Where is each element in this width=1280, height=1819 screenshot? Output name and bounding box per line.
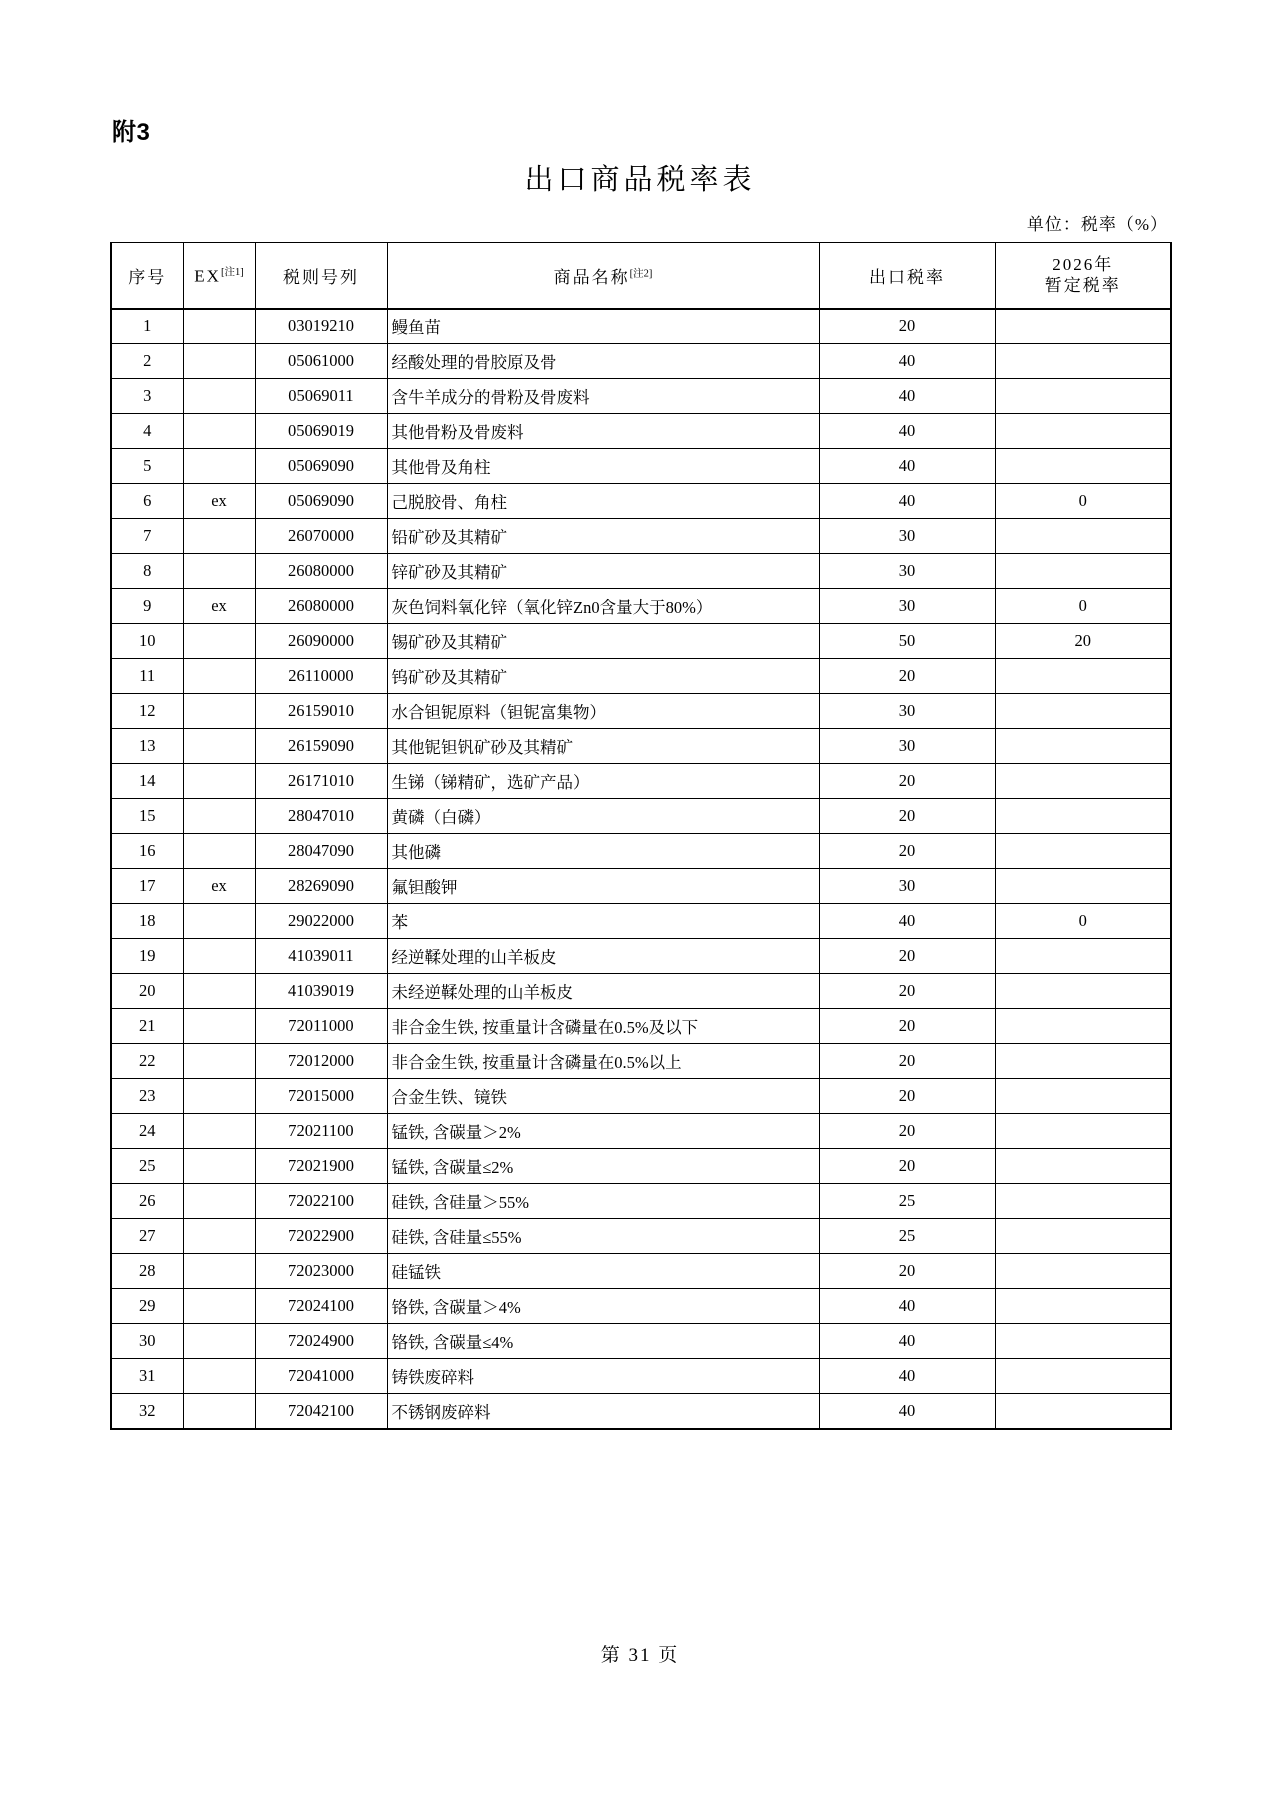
table-row (111, 764, 1171, 799)
cell-code: 41039019 (255, 974, 387, 1009)
cell-seq: 10 (111, 624, 183, 659)
cell-rate: 40 (819, 484, 995, 519)
cell-code: 28047090 (255, 834, 387, 869)
cell-ex (183, 1394, 255, 1429)
cell-provisional (995, 1359, 1171, 1394)
cell-code: 72011000 (255, 1009, 387, 1044)
cell-provisional (995, 309, 1171, 344)
column-header-seq-label: 序号 (128, 267, 167, 287)
column-header-rate-label: 出口税率 (869, 267, 945, 287)
cell-ex (183, 1114, 255, 1149)
cell-rate: 20 (819, 974, 995, 1009)
cell-name: 未经逆鞣处理的山羊板皮 (387, 974, 819, 1009)
cell-code: 72023000 (255, 1254, 387, 1289)
table-row (111, 939, 1171, 974)
cell-rate: 20 (819, 1044, 995, 1079)
cell-name: 其他铌钽钒矿砂及其精矿 (387, 729, 819, 764)
cell-provisional: 0 (995, 904, 1171, 939)
cell-seq: 32 (111, 1394, 183, 1429)
cell-seq: 12 (111, 694, 183, 729)
cell-provisional (995, 1394, 1171, 1429)
cell-code: 03019210 (255, 309, 387, 344)
cell-rate: 40 (819, 1289, 995, 1324)
cell-name: 不锈钢废碎料 (387, 1394, 819, 1429)
cell-ex (183, 799, 255, 834)
table-row (111, 624, 1171, 659)
cell-seq: 23 (111, 1079, 183, 1114)
cell-ex (183, 1009, 255, 1044)
cell-code: 26080000 (255, 554, 387, 589)
cell-name: 其他骨及角柱 (387, 449, 819, 484)
cell-code: 72022900 (255, 1219, 387, 1254)
cell-seq: 16 (111, 834, 183, 869)
table-row (111, 379, 1171, 414)
column-header-code-label: 税则号列 (283, 267, 359, 287)
cell-provisional (995, 1009, 1171, 1044)
cell-name: 水合钽铌原料（钽铌富集物） (387, 694, 819, 729)
cell-ex (183, 694, 255, 729)
tariff-table (110, 242, 1172, 1430)
cell-name: 锡矿砂及其精矿 (387, 624, 819, 659)
cell-name: 苯 (387, 904, 819, 939)
cell-seq: 29 (111, 1289, 183, 1324)
table-row (111, 904, 1171, 939)
attachment-label: 附3 (112, 119, 151, 146)
cell-seq: 17 (111, 869, 183, 904)
cell-code: 72012000 (255, 1044, 387, 1079)
cell-name: 铅矿砂及其精矿 (387, 519, 819, 554)
cell-provisional (995, 449, 1171, 484)
cell-name: 非合金生铁, 按重量计含磷量在0.5%以上 (387, 1044, 819, 1079)
cell-ex (183, 764, 255, 799)
cell-provisional (995, 1184, 1171, 1219)
cell-rate: 40 (819, 449, 995, 484)
column-header-rate (819, 243, 995, 309)
column-header-seq (111, 243, 183, 309)
cell-ex (183, 1184, 255, 1219)
cell-seq: 7 (111, 519, 183, 554)
cell-rate: 20 (819, 659, 995, 694)
cell-ex (183, 379, 255, 414)
cell-name: 硅锰铁 (387, 1254, 819, 1289)
cell-seq: 28 (111, 1254, 183, 1289)
table-row (111, 1254, 1171, 1289)
cell-code: 72024100 (255, 1289, 387, 1324)
cell-ex (183, 1219, 255, 1254)
cell-seq: 11 (111, 659, 183, 694)
cell-provisional (995, 1044, 1171, 1079)
cell-seq: 20 (111, 974, 183, 1009)
cell-provisional (995, 1079, 1171, 1114)
cell-rate: 20 (819, 799, 995, 834)
cell-code: 05069090 (255, 449, 387, 484)
cell-seq: 13 (111, 729, 183, 764)
cell-provisional (995, 379, 1171, 414)
cell-seq: 8 (111, 554, 183, 589)
cell-seq: 4 (111, 414, 183, 449)
cell-ex (183, 309, 255, 344)
cell-provisional (995, 694, 1171, 729)
cell-ex (183, 729, 255, 764)
cell-provisional: 0 (995, 589, 1171, 624)
cell-rate: 30 (819, 554, 995, 589)
cell-code: 26070000 (255, 519, 387, 554)
column-header-ex-label: EX (194, 266, 221, 286)
cell-seq: 3 (111, 379, 183, 414)
cell-provisional (995, 974, 1171, 1009)
cell-ex (183, 939, 255, 974)
cell-ex (183, 659, 255, 694)
cell-code: 28047010 (255, 799, 387, 834)
cell-seq: 15 (111, 799, 183, 834)
cell-rate: 25 (819, 1184, 995, 1219)
table-row (111, 834, 1171, 869)
table-row (111, 1394, 1171, 1429)
cell-rate: 20 (819, 939, 995, 974)
cell-seq: 14 (111, 764, 183, 799)
cell-code: 05069090 (255, 484, 387, 519)
cell-name: 铬铁, 含碳量＞4% (387, 1289, 819, 1324)
table-row (111, 414, 1171, 449)
cell-rate: 30 (819, 589, 995, 624)
cell-name: 氟钽酸钾 (387, 869, 819, 904)
cell-provisional: 0 (995, 484, 1171, 519)
cell-code: 72022100 (255, 1184, 387, 1219)
cell-code: 72015000 (255, 1079, 387, 1114)
table-row (111, 1324, 1171, 1359)
cell-seq: 22 (111, 1044, 183, 1079)
footnote-marker-1: [注1] (220, 266, 244, 278)
cell-seq: 30 (111, 1324, 183, 1359)
cell-ex (183, 624, 255, 659)
table-row (111, 589, 1171, 624)
cell-rate: 30 (819, 694, 995, 729)
cell-seq: 6 (111, 484, 183, 519)
cell-rate: 20 (819, 1079, 995, 1114)
column-header-name (387, 243, 819, 309)
cell-name: 经逆鞣处理的山羊板皮 (387, 939, 819, 974)
cell-provisional (995, 1324, 1171, 1359)
table-row (111, 659, 1171, 694)
cell-code: 28269090 (255, 869, 387, 904)
cell-code: 72021100 (255, 1114, 387, 1149)
cell-name: 钨矿砂及其精矿 (387, 659, 819, 694)
cell-name: 锰铁, 含碳量＞2% (387, 1114, 819, 1149)
cell-name: 锌矿砂及其精矿 (387, 554, 819, 589)
cell-seq: 18 (111, 904, 183, 939)
cell-seq: 5 (111, 449, 183, 484)
cell-code: 05069019 (255, 414, 387, 449)
table-row (111, 1044, 1171, 1079)
table-header-row (111, 243, 1171, 309)
cell-code: 72042100 (255, 1394, 387, 1429)
cell-provisional (995, 554, 1171, 589)
cell-provisional (995, 834, 1171, 869)
cell-rate: 20 (819, 309, 995, 344)
cell-code: 26110000 (255, 659, 387, 694)
cell-rate: 30 (819, 729, 995, 764)
cell-code: 26159010 (255, 694, 387, 729)
table-header (111, 243, 1171, 309)
cell-seq: 9 (111, 589, 183, 624)
cell-seq: 25 (111, 1149, 183, 1184)
table-row (111, 449, 1171, 484)
cell-provisional (995, 1149, 1171, 1184)
cell-ex (183, 974, 255, 1009)
cell-rate: 25 (819, 1219, 995, 1254)
cell-code: 72024900 (255, 1324, 387, 1359)
cell-provisional (995, 344, 1171, 379)
cell-rate: 40 (819, 1394, 995, 1429)
table-row (111, 974, 1171, 1009)
cell-ex (183, 1079, 255, 1114)
cell-code: 26171010 (255, 764, 387, 799)
cell-name: 硅铁, 含硅量＞55% (387, 1184, 819, 1219)
cell-name: 黄磷（白磷） (387, 799, 819, 834)
cell-provisional (995, 1114, 1171, 1149)
cell-code: 72041000 (255, 1359, 387, 1394)
cell-rate: 20 (819, 764, 995, 799)
column-header-provisional-label: 暂定税率 (1044, 276, 1121, 296)
table-row (111, 484, 1171, 519)
cell-ex (183, 344, 255, 379)
cell-code: 41039011 (255, 939, 387, 974)
tariff-table-container (110, 242, 1170, 1430)
cell-ex (183, 834, 255, 869)
table-row (111, 1114, 1171, 1149)
table-row (111, 1079, 1171, 1114)
table-row (111, 1219, 1171, 1254)
table-row (111, 344, 1171, 379)
cell-rate: 20 (819, 1254, 995, 1289)
cell-rate: 20 (819, 1149, 995, 1184)
cell-provisional (995, 939, 1171, 974)
page-footer: 第 31 页 (600, 1645, 680, 1666)
table-row (111, 694, 1171, 729)
cell-rate: 40 (819, 344, 995, 379)
cell-provisional (995, 869, 1171, 904)
cell-rate: 30 (819, 869, 995, 904)
cell-name: 生锑（锑精矿，选矿产品） (387, 764, 819, 799)
cell-rate: 50 (819, 624, 995, 659)
cell-seq: 26 (111, 1184, 183, 1219)
cell-provisional (995, 729, 1171, 764)
cell-rate: 20 (819, 1114, 995, 1149)
column-header-ex (183, 243, 255, 309)
cell-rate: 40 (819, 904, 995, 939)
cell-provisional (995, 519, 1171, 554)
cell-rate: 40 (819, 414, 995, 449)
table-row (111, 519, 1171, 554)
footnote-marker-2: [注2] (629, 268, 653, 280)
cell-ex (183, 1254, 255, 1289)
cell-seq: 1 (111, 309, 183, 344)
table-row (111, 869, 1171, 904)
cell-ex: ex (183, 869, 255, 904)
page-title: 出口商品税率表 (524, 164, 756, 196)
cell-name: 其他骨粉及骨废料 (387, 414, 819, 449)
cell-name: 合金生铁、镜铁 (387, 1079, 819, 1114)
cell-rate: 40 (819, 1324, 995, 1359)
cell-ex: ex (183, 589, 255, 624)
cell-seq: 19 (111, 939, 183, 974)
cell-ex (183, 449, 255, 484)
unit-note: 单位：税率（%） (1026, 215, 1168, 234)
cell-code: 29022000 (255, 904, 387, 939)
cell-provisional (995, 799, 1171, 834)
cell-ex (183, 554, 255, 589)
cell-code: 26159090 (255, 729, 387, 764)
cell-code: 26090000 (255, 624, 387, 659)
cell-seq: 24 (111, 1114, 183, 1149)
cell-ex (183, 1044, 255, 1079)
cell-provisional (995, 764, 1171, 799)
table-row (111, 1184, 1171, 1219)
cell-seq: 27 (111, 1219, 183, 1254)
cell-code: 72021900 (255, 1149, 387, 1184)
cell-ex (183, 1289, 255, 1324)
cell-provisional (995, 414, 1171, 449)
table-row (111, 1149, 1171, 1184)
cell-rate: 40 (819, 379, 995, 414)
table-row (111, 309, 1171, 344)
cell-seq: 21 (111, 1009, 183, 1044)
cell-name: 含牛羊成分的骨粉及骨废料 (387, 379, 819, 414)
cell-name: 铬铁, 含碳量≤4% (387, 1324, 819, 1359)
table-row (111, 1359, 1171, 1394)
column-header-provisional-year: 2026年 (1052, 255, 1114, 274)
cell-name: 其他磷 (387, 834, 819, 869)
table-row (111, 799, 1171, 834)
cell-code: 05061000 (255, 344, 387, 379)
cell-rate: 30 (819, 519, 995, 554)
cell-rate: 20 (819, 834, 995, 869)
cell-name: 硅铁, 含硅量≤55% (387, 1219, 819, 1254)
table-row (111, 1009, 1171, 1044)
cell-name: 铸铁废碎料 (387, 1359, 819, 1394)
table-row (111, 554, 1171, 589)
cell-rate: 20 (819, 1009, 995, 1044)
cell-name: 非合金生铁, 按重量计含磷量在0.5%及以下 (387, 1009, 819, 1044)
column-header-provisional (995, 243, 1171, 309)
cell-provisional: 20 (995, 624, 1171, 659)
table-row (111, 729, 1171, 764)
cell-code: 26080000 (255, 589, 387, 624)
cell-ex: ex (183, 484, 255, 519)
cell-name: 锰铁, 含碳量≤2% (387, 1149, 819, 1184)
cell-name: 己脱胶骨、角柱 (387, 484, 819, 519)
cell-name: 鳗鱼苗 (387, 309, 819, 344)
cell-ex (183, 1324, 255, 1359)
cell-ex (183, 414, 255, 449)
cell-provisional (995, 1289, 1171, 1324)
cell-name: 灰色饲料氧化锌（氧化锌Zn0含量大于80%） (387, 589, 819, 624)
cell-provisional (995, 1219, 1171, 1254)
column-header-name-label: 商品名称 (553, 267, 630, 287)
column-header-code (255, 243, 387, 309)
cell-name: 经酸处理的骨胶原及骨 (387, 344, 819, 379)
cell-ex (183, 904, 255, 939)
cell-ex (183, 1149, 255, 1184)
cell-ex (183, 519, 255, 554)
cell-provisional (995, 659, 1171, 694)
cell-seq: 2 (111, 344, 183, 379)
table-body (111, 309, 1171, 1429)
cell-rate: 40 (819, 1359, 995, 1394)
table-row (111, 1289, 1171, 1324)
cell-ex (183, 1359, 255, 1394)
cell-seq: 31 (111, 1359, 183, 1394)
cell-provisional (995, 1254, 1171, 1289)
cell-code: 05069011 (255, 379, 387, 414)
